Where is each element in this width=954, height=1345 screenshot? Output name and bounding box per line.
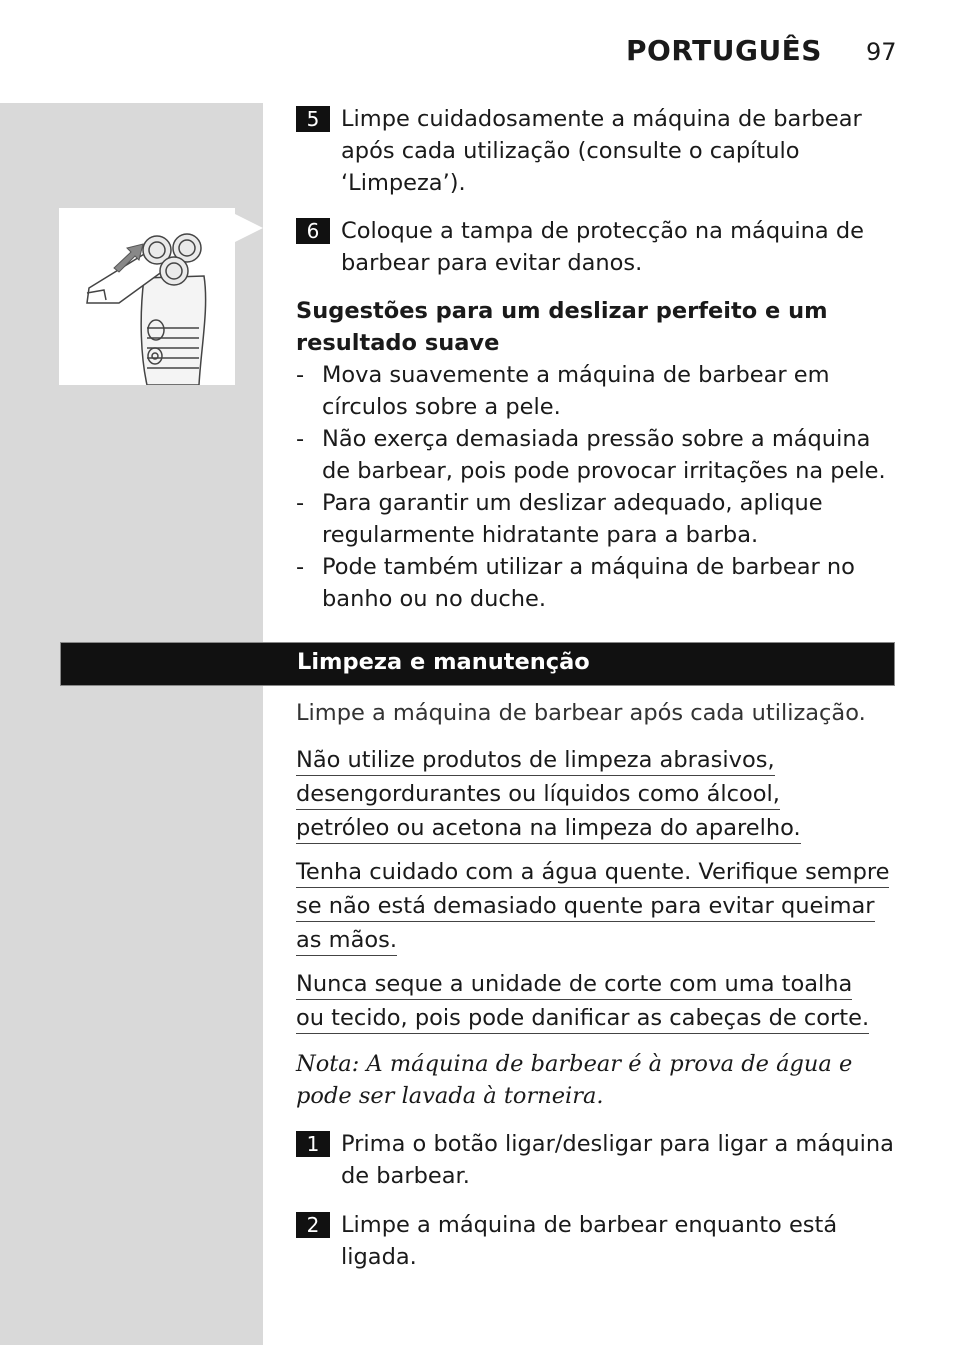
page-number: 97: [866, 38, 897, 66]
step-text: Prima o botão ligar/desligar para ligar a máquina de barbear.: [341, 1131, 894, 1189]
step-number: 1: [296, 1131, 330, 1157]
step-1: [296, 1128, 896, 1192]
tips-list: [296, 359, 896, 615]
shaver-illustration: [59, 208, 235, 385]
note-text: Nota: A máquina de barbear é à prova de água e pode ser lavada à torneira.: [296, 1051, 853, 1109]
section-title: Limpeza e manutenção: [297, 649, 590, 675]
section-heading-bar: [60, 642, 895, 686]
step-6: [296, 215, 896, 279]
tips-heading: Sugestões para um deslizar perfeito e um resultado suave: [296, 298, 828, 356]
section-intro: Limpe a máquina de barbear após cada utilização.: [296, 700, 866, 726]
warning-3: Nunca seque a unidade de corte com uma toalha ou tecido, pois pode danificar as cabeças de corte.: [296, 968, 902, 1036]
step-5: [296, 103, 896, 199]
illustration-pointer: [235, 214, 263, 242]
step-text: Coloque a tampa de protecção na máquina de barbear para evitar danos.: [341, 218, 864, 276]
step-2: [296, 1209, 896, 1273]
step-text: Limpe a máquina de barbear enquanto está ligada.: [341, 1212, 838, 1270]
step-number: 2: [296, 1212, 330, 1238]
warning-1: Não utilize produtos de limpeza abrasivos, desengordurantes ou líquidos como álcool, petróleo ou acetona na limpeza do aparelho.: [296, 744, 902, 846]
header-language: PORTUGUÊS: [626, 34, 822, 67]
step-number: 5: [296, 106, 330, 132]
shaver-cap-icon: [59, 208, 235, 385]
list-item: - Mova suavemente a máquina de barbear em círculos sobre a pele.: [296, 362, 830, 420]
step-number: 6: [296, 218, 330, 244]
list-item: - Não exerça demasiada pressão sobre a máquina de barbear, pois pode provocar irritações na pele.: [296, 426, 886, 484]
list-item: - Para garantir um deslizar adequado, aplique regularmente hidratante para a barba.: [296, 490, 823, 548]
list-item: - Pode também utilizar a máquina de barbear no banho ou no duche.: [296, 554, 855, 612]
step-text: Limpe cuidadosamente a máquina de barbear após cada utilização (consulte o capítulo ‘Limpeza’).: [341, 106, 862, 196]
warning-2: Tenha cuidado com a água quente. Verifique sempre se não está demasiado quente para evitar queimar as mãos.: [296, 856, 902, 958]
